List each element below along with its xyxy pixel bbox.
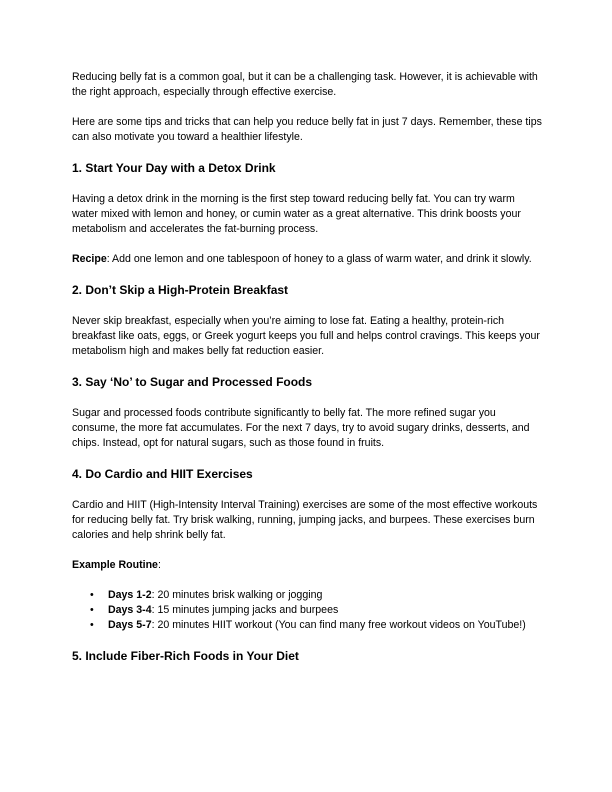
bullet-icon: • — [90, 589, 94, 601]
example-routine-label — [72, 558, 542, 573]
section-5-heading: 5. Include Fiber-Rich Foods in Your Diet — [72, 649, 299, 663]
recipe-text: : Add one lemon and one tablespoon of honey to a glass of warm water, and drink it slowly. — [106, 253, 532, 265]
routine-days: Days 3-4 — [108, 604, 152, 616]
routine-label-colon: : — [157, 559, 161, 571]
recipe-paragraph — [72, 252, 542, 267]
intro-paragraph-2: Here are some tips and tricks that can help you reduce belly fat in just 7 days. Remember, these tips can also motivate you toward a healthier lifestyle. — [72, 116, 542, 143]
list-item — [72, 588, 542, 603]
intro-paragraph-1: Reducing belly fat is a common goal, but it can be a challenging task. However, it is achievable with the right approach, especially through effective exercise. — [72, 71, 538, 98]
section-1-body: Having a detox drink in the morning is the first step toward reducing belly fat. You can try warm water mixed with lemon and honey, or cumin water as a great alternative. This drink boosts your metabolism and accelerates the fat-burning process. — [72, 193, 521, 235]
section-3-body: Sugar and processed foods contribute significantly to belly fat. The more refined sugar you consume, the more fat accumulates. For the next 7 days, try to avoid sugary drinks, desserts, and chips. Instead, opt for natural sugars, such as those found in fruits. — [72, 407, 530, 449]
routine-list — [72, 588, 542, 633]
routine-text: : 15 minutes jumping jacks and burpees — [151, 604, 339, 616]
recipe-label: Recipe — [72, 253, 107, 265]
document-page — [72, 70, 542, 680]
routine-label-text: Example Routine — [72, 559, 158, 571]
list-item — [72, 603, 542, 618]
section-1-heading: 1. Start Your Day with a Detox Drink — [72, 161, 276, 175]
bullet-icon: • — [90, 604, 94, 616]
list-item — [72, 618, 542, 633]
routine-text: : 20 minutes brisk walking or jogging — [151, 589, 323, 601]
section-2-heading: 2. Don’t Skip a High-Protein Breakfast — [72, 283, 289, 297]
section-2-body: Never skip breakfast, especially when you’re aiming to lose fat. Eating a healthy, protein-rich breakfast like oats, eggs, or Greek yogurt keeps you full and helps control cravings. This keeps your metabolism high and makes belly fat reduction easier. — [72, 315, 540, 357]
section-4-heading: 4. Do Cardio and HIIT Exercises — [72, 467, 253, 481]
routine-days: Days 5-7 — [108, 619, 152, 631]
bullet-icon: • — [90, 619, 94, 631]
section-3-heading: 3. Say ‘No’ to Sugar and Processed Foods — [72, 375, 313, 389]
routine-text: : 20 minutes HIIT workout (You can find many free workout videos on YouTube!) — [151, 619, 526, 631]
routine-days: Days 1-2 — [108, 589, 152, 601]
section-4-body: Cardio and HIIT (High-Intensity Interval Training) exercises are some of the most effective workouts for reducing belly fat. Try brisk walking, running, jumping jacks, and burpees. These exercises burn calories and help shrink belly fat. — [72, 499, 538, 541]
